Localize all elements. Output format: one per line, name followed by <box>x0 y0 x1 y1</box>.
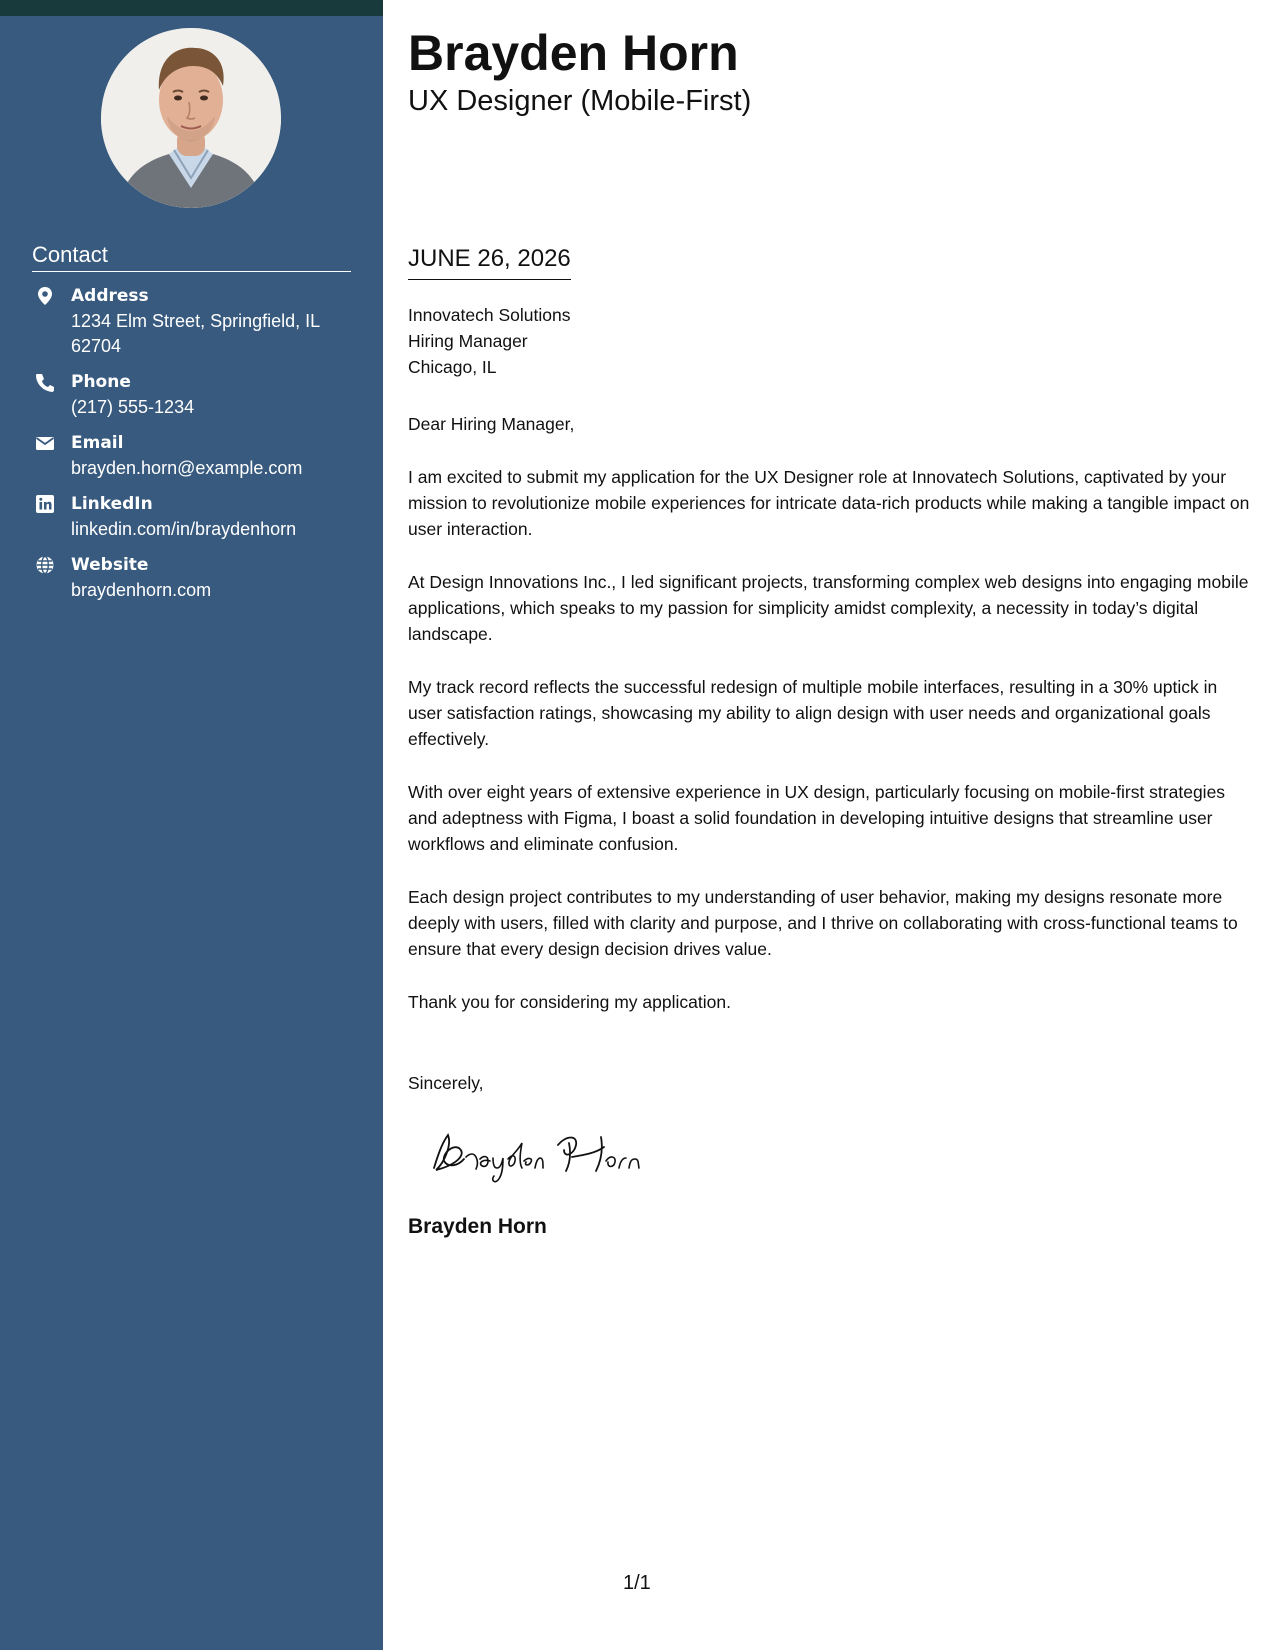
sidebar <box>0 16 383 1650</box>
envelope-icon <box>35 433 55 453</box>
applicant-name: Brayden Horn <box>408 25 739 81</box>
signer-name: Brayden Horn <box>408 1215 547 1238</box>
phone-label: Phone <box>71 372 131 392</box>
avatar <box>101 28 281 208</box>
letter-paragraph: I am excited to submit my application for the UX Designer role at Innovatech Solutions, captivated by your mission to revolutionize mobile experiences for intricate data-rich products while making a tangible impact on user interaction. <box>408 467 1250 539</box>
page-number: 1/1 <box>623 1572 651 1594</box>
linkedin-label: LinkedIn <box>71 494 153 514</box>
recipient-block <box>408 302 570 380</box>
contact-list <box>32 284 362 614</box>
contact-heading: Contact <box>32 241 351 272</box>
linkedin-icon <box>35 494 55 514</box>
letter-body <box>408 411 1253 1042</box>
recipient-title: Hiring Manager <box>408 331 528 351</box>
letter-date: JUNE 26, 2026 <box>408 243 571 280</box>
linkedin-value: linkedin.com/in/braydenhorn <box>71 519 297 539</box>
phone-icon <box>35 372 55 392</box>
handwritten-signature <box>426 1125 666 1190</box>
website-value: braydenhorn.com <box>71 580 212 600</box>
contact-linkedin <box>32 492 362 542</box>
letter-paragraph: With over eight years of extensive experience in UX design, particularly focusing on mobile-first strategies and adeptness with Figma, I boast a solid foundation in developing intuitive designs that streamline user workflows and eliminate confusion. <box>408 782 1226 854</box>
location-pin-icon <box>35 286 55 306</box>
applicant-role: UX Designer (Mobile-First) <box>408 85 752 117</box>
contact-email <box>32 431 362 481</box>
contact-address <box>32 284 362 359</box>
letter-paragraph: Each design project contributes to my understanding of user behavior, making my designs resonate more deeply with users, filled with clarity and purpose, and I thrive on collaborating with cross-functional teams to ensure that every design decision drives value. <box>408 887 1238 959</box>
address-value: 1234 Elm Street, Springfield, IL 62704 <box>71 311 320 356</box>
globe-icon <box>35 555 55 575</box>
letter-paragraph: My track record reflects the successful redesign of multiple mobile interfaces, resulting in a 30% uptick in user satisfaction ratings, showcasing my ability to align design with user needs and organizational goals effectively. <box>408 677 1218 749</box>
recipient-company: Innovatech Solutions <box>408 305 571 325</box>
avatar-photo <box>101 28 281 208</box>
salutation: Dear Hiring Manager, <box>408 414 575 434</box>
address-label: Address <box>71 286 149 306</box>
website-label: Website <box>71 555 149 575</box>
contact-website <box>32 553 362 603</box>
email-value: brayden.horn@example.com <box>71 458 303 478</box>
letter-paragraph: At Design Innovations Inc., I led significant projects, transforming complex web designs into engaging mobile applications, which speaks to my passion for simplicity amidst complexity, a necessity in today’s digital landscape. <box>408 572 1249 644</box>
letter-paragraph: Thank you for considering my application. <box>408 992 731 1012</box>
top-accent-bar <box>0 0 383 16</box>
recipient-location: Chicago, IL <box>408 357 497 377</box>
closing: Sincerely, <box>408 1073 484 1093</box>
phone-value: (217) 555-1234 <box>71 397 195 417</box>
email-label: Email <box>71 433 124 453</box>
contact-phone <box>32 370 362 420</box>
